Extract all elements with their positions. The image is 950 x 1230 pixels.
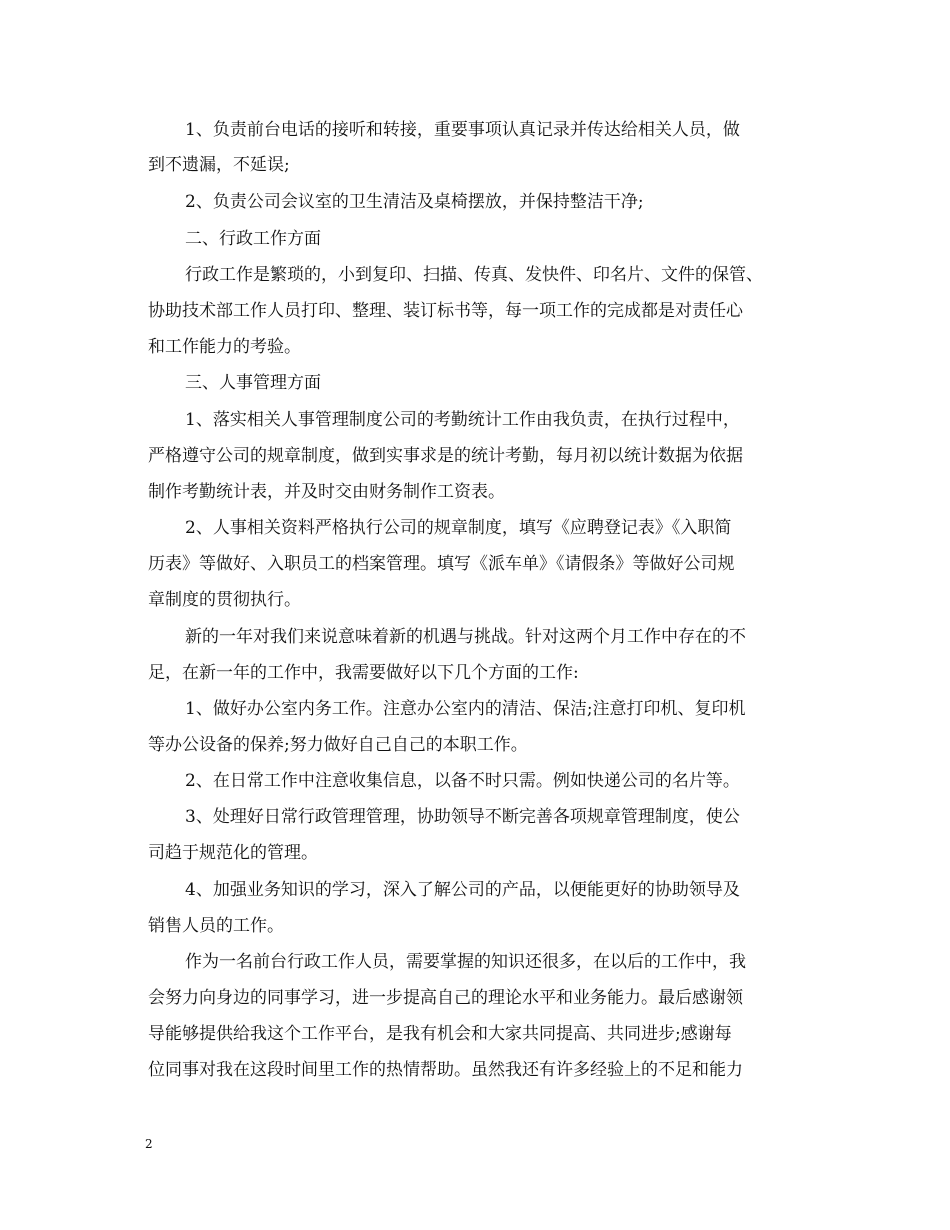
text-line: 司趋于规范化的管理。 <box>148 843 318 863</box>
text-line: 制作考勤统计表，并及时交由财务制作工资表。 <box>148 482 505 502</box>
text-line: 1、做好办公室内务工作。注意办公室内的清洁、保洁;注意打印机、复印机 <box>185 699 746 719</box>
text-line: 章制度的贯彻执行。 <box>148 590 301 610</box>
text-line: 历表》等做好、入职员工的档案管理。填写《派车单》《请假条》等做好公司规 <box>148 554 735 574</box>
text-line: 会努力向身边的同事学习，进一步提高自己的理论水平和业务能力。最后感谢领 <box>148 988 743 1008</box>
text-line: 足，在新一年的工作中，我需要做好以下几个方面的工作: <box>148 663 579 683</box>
text-line: 2、在日常工作中注意收集信息，以备不时只需。例如快递公司的名片等。 <box>185 771 740 791</box>
section-heading: 二、行政工作方面 <box>185 229 321 249</box>
text-line: 到不遗漏，不延误; <box>148 155 290 175</box>
text-line: 1、落实相关人事管理制度公司的考勤统计工作由我负责，在执行过程中， <box>185 410 740 430</box>
section-heading: 三、人事管理方面 <box>185 373 321 393</box>
text-line: 行政工作是繁琐的，小到复印、扫描、传真、发快件、印名片、文件的保管、 <box>185 265 763 285</box>
text-line: 导能够提供给我这个工作平台，是我有机会和大家共同提高、共同进步;感谢每 <box>148 1024 732 1044</box>
text-line: 等办公设备的保养;努力做好自己自己的本职工作。 <box>148 735 528 755</box>
text-line: 和工作能力的考验。 <box>148 337 301 357</box>
text-line: 销售人员的工作。 <box>148 916 284 936</box>
text-line: 协助技术部工作人员打印、整理、装订标书等，每一项工作的完成都是对责任心 <box>148 301 743 321</box>
text-line: 3、处理好日常行政管理管理，协助领导不断完善各项规章管理制度，使公 <box>185 807 740 827</box>
text-line: 2、负责公司会议室的卫生清洁及桌椅摆放，并保持整洁干净; <box>185 192 644 212</box>
text-line: 2、人事相关资料严格执行公司的规章制度，填写《应聘登记表》《入职简 <box>185 518 732 538</box>
page-number: 2 <box>145 1137 153 1151</box>
text-line: 位同事对我在这段时间里工作的热情帮助。虽然我还有许多经验上的不足和能力 <box>148 1060 743 1080</box>
text-line: 严格遵守公司的规章制度，做到实事求是的统计考勤，每月初以统计数据为依据 <box>148 446 743 466</box>
text-line: 1、负责前台电话的接听和转接，重要事项认真记录并传达给相关人员，做 <box>185 120 740 140</box>
text-line: 4、加强业务知识的学习，深入了解公司的产品，以便能更好的协助领导及 <box>185 880 740 900</box>
text-line: 新的一年对我们来说意味着新的机遇与挑战。针对这两个月工作中存在的不 <box>185 627 746 647</box>
text-line: 作为一名前台行政工作人员，需要掌握的知识还很多，在以后的工作中，我 <box>185 952 746 972</box>
